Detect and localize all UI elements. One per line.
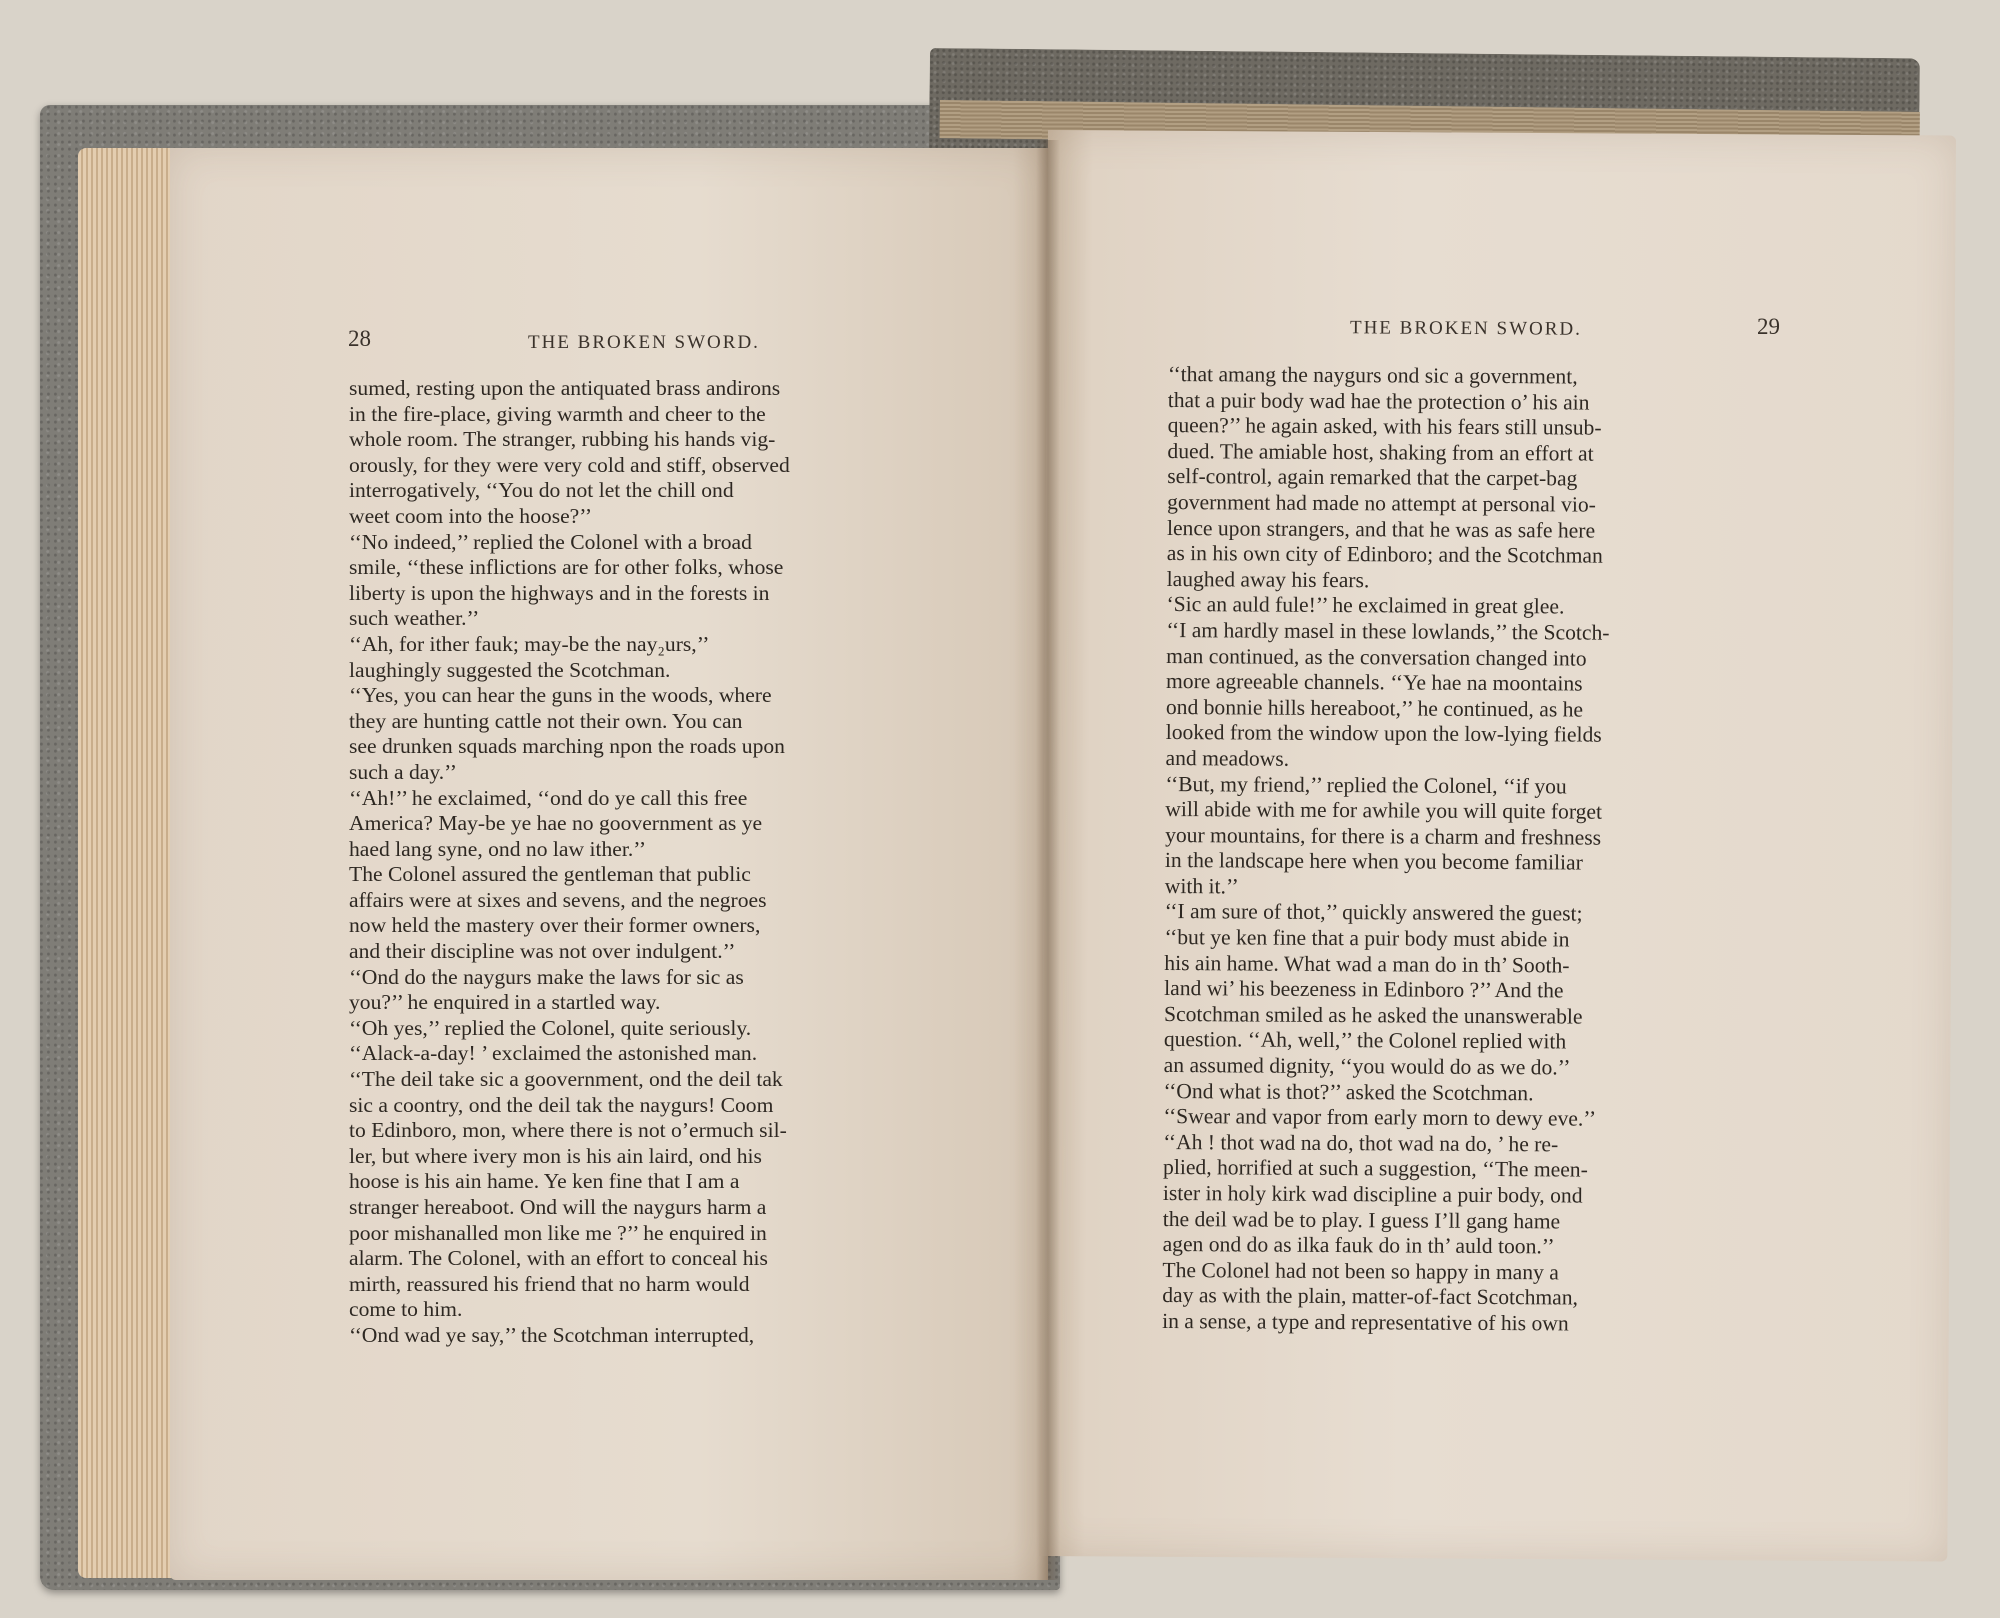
text-line: liberty is upon the highways and in the forests in xyxy=(349,580,770,605)
text-line: haed lang syne, ond no law ither.’’ xyxy=(349,836,647,861)
text-line: man continued, as the conversation changed into xyxy=(1166,643,1587,671)
text-line: ‘‘Ond do the naygurs make the laws for sic as xyxy=(349,964,744,989)
text-line: ‘‘Yes, you can hear the guns in the woods, where xyxy=(349,683,772,708)
text-line: lence upon strangers, and that he was as safe here xyxy=(1166,515,1596,543)
text-line: ‘‘Ond wad ye say,’’ the Scotchman interrupted, xyxy=(349,1322,755,1347)
text-line: in a sense, a type and representative of his own xyxy=(1162,1308,1569,1336)
text-line: sumed, resting upon the antiquated brass andirons xyxy=(349,376,781,400)
text-line: to Edinboro, mon, where there is not o’ermuch sil- xyxy=(349,1118,787,1143)
text-line: America? May-be ye hae no goovernment as ye xyxy=(349,811,763,836)
right-running-head: THE BROKEN SWORD. xyxy=(1349,317,1582,340)
text-line: ‘‘but ye ken fine that a puir body must abide in xyxy=(1164,925,1570,952)
text-line: mirth, reassured his friend that no harm would xyxy=(349,1271,750,1296)
text-line: laughed away his fears. xyxy=(1166,566,1370,592)
text-line: ‘‘Ah, for ither fauk; may-be the nay₂urs,’’ xyxy=(349,631,710,656)
text-line: ‘‘Oh yes,’’ replied the Colonel, quite seriously. xyxy=(349,1015,752,1040)
text-line: your mountains, for there is a charm and freshness xyxy=(1165,822,1602,850)
text-line: you?’’ he enquired in a startled way. xyxy=(349,990,661,1015)
text-line: and their discipline was not over indulgent.’’ xyxy=(349,939,736,964)
text-line: sic a coontry, ond the deil tak the naygurs! Coom xyxy=(349,1092,774,1117)
text-line: agen ond do as ilka fauk do in th’ auld toon.’’ xyxy=(1162,1232,1555,1259)
text-line: ond bonnie hills hereaboot,’’ he continued, as he xyxy=(1165,694,1584,722)
right-page-number: 29 xyxy=(1757,314,1780,339)
text-line: alarm. The Colonel, with an effort to conceal his xyxy=(349,1246,768,1271)
text-line: his ain hame. What wad a man do in th’ Sooth- xyxy=(1164,950,1570,978)
right-page-body xyxy=(1162,362,1786,1338)
text-line: Scotchman smiled as he asked the unanswerable xyxy=(1163,1001,1583,1029)
text-line: hoose is his ain hame. Ye ken fine that I am a xyxy=(349,1169,740,1194)
book-gutter xyxy=(1036,140,1060,1580)
text-line: queen?’’ he again asked, with his fears still unsub- xyxy=(1167,413,1602,440)
text-line: The Colonel had not been so happy in many a xyxy=(1162,1257,1559,1285)
text-line: question. ‘‘Ah, well,’’ the Colonel replied with xyxy=(1163,1027,1567,1054)
text-line: that a puir body wad hae the protection o’ his ain xyxy=(1167,387,1590,415)
text-line: more agreeable channels. ‘‘Ye hae na moontains xyxy=(1165,669,1583,696)
text-line: in the landscape here when you become familiar xyxy=(1164,848,1583,875)
text-line: ‘‘No indeed,’’ replied the Colonel with a broad xyxy=(349,529,752,554)
text-line: ler, but where ivery mon is his ain laird, ond his xyxy=(349,1143,762,1168)
text-line: ‘‘The deil take sic a goovernment, ond the deil tak xyxy=(349,1067,783,1092)
text-line: see drunken squads marching npon the roads upon xyxy=(349,734,785,759)
text-line: ‘‘I am sure of thot,’’ quickly answered the guest; xyxy=(1164,899,1583,927)
left-page-number: 28 xyxy=(348,326,371,351)
text-line: plied, horrified at such a suggestion, ‘‘The meen- xyxy=(1163,1155,1588,1182)
left-page-body xyxy=(349,376,965,1349)
text-line: now held the mastery over their former owners, xyxy=(349,913,761,938)
text-line: looked from the window upon the low-lying fields xyxy=(1165,720,1602,747)
text-line: poor mishanalled mon like me ?’’ he enquired in xyxy=(349,1220,767,1245)
text-line: affairs were at sixes and sevens, and the negroes xyxy=(349,887,767,912)
text-line: stranger hereaboot. Ond will the naygurs harm a xyxy=(349,1195,767,1219)
text-line: and meadows. xyxy=(1165,745,1290,771)
text-line: ‘‘I am hardly masel in these lowlands,’’ the Scotch- xyxy=(1166,617,1610,645)
text-line: ‘‘Ond what is thot?’’ asked the Scotchman. xyxy=(1163,1078,1534,1105)
text-line: come to him. xyxy=(349,1297,463,1322)
text-line: The Colonel assured the gentleman that public xyxy=(349,862,751,887)
text-line: such a day.’’ xyxy=(349,759,457,784)
text-line: laughingly suggested the Scotchman. xyxy=(349,657,671,682)
text-line: ister in holy kirk wad discipline a puir body, ond xyxy=(1162,1180,1583,1208)
text-line: smile, ‘‘these inflictions are for other folks, whose xyxy=(349,555,784,580)
text-line: will abide with me for awhile you will quite forget xyxy=(1165,797,1603,824)
text-line: in the fire-place, giving warmth and cheer to the xyxy=(349,401,766,426)
text-line: ‘‘Ah ! thot wad na do, thot wad na do, ’ he re- xyxy=(1163,1129,1559,1157)
text-line: self-control, again remarked that the carpet-bag xyxy=(1167,464,1578,491)
text-line: land wi’ his beezeness in Edinboro ?’’ And the xyxy=(1164,976,1564,1003)
text-line: weet coom into the hoose?’’ xyxy=(349,503,593,528)
text-line: orously, for they were very cold and stiff, observed xyxy=(349,452,790,477)
text-line: interrogatively, ‘‘You do not let the chill ond xyxy=(349,478,734,503)
text-line: the deil wad be to play. I guess I’ll gang hame xyxy=(1162,1206,1561,1234)
text-line: an assumed dignity, ‘‘you would do as we do.’’ xyxy=(1163,1053,1571,1080)
text-line: dued. The amiable host, shaking from an effort at xyxy=(1167,438,1594,466)
text-line: they are hunting cattle not their own. You can xyxy=(349,708,743,733)
text-line: ‘Sic an auld fule!’’ he exclaimed in great glee. xyxy=(1166,592,1565,619)
left-page-edges xyxy=(78,148,178,1578)
text-line: government had made no attempt at personal vio- xyxy=(1167,489,1596,517)
text-line: day as with the plain, matter-of-fact Scotchman, xyxy=(1162,1283,1579,1310)
text-line: ‘‘Swear and vapor from early morn to dewy eve.’’ xyxy=(1163,1104,1597,1131)
text-line: ‘‘that amang the naygurs ond sic a government, xyxy=(1167,362,1578,389)
left-running-head: THE BROKEN SWORD. xyxy=(528,332,760,353)
text-line: such weather.’’ xyxy=(349,606,480,631)
text-line: as in his own city of Edinboro; and the Scotchman xyxy=(1166,541,1603,568)
text-line: whole room. The stranger, rubbing his hands vig- xyxy=(349,427,776,452)
text-line: with it.’’ xyxy=(1164,873,1239,899)
text-line: ‘‘Alack-a-day! ’ exclaimed the astonished man. xyxy=(349,1041,758,1066)
text-line: ‘‘But, my friend,’’ replied the Colonel, ‘‘if you xyxy=(1165,771,1567,798)
text-line: ‘‘Ah!’’ he exclaimed, ‘‘ond do ye call this free xyxy=(349,785,748,810)
